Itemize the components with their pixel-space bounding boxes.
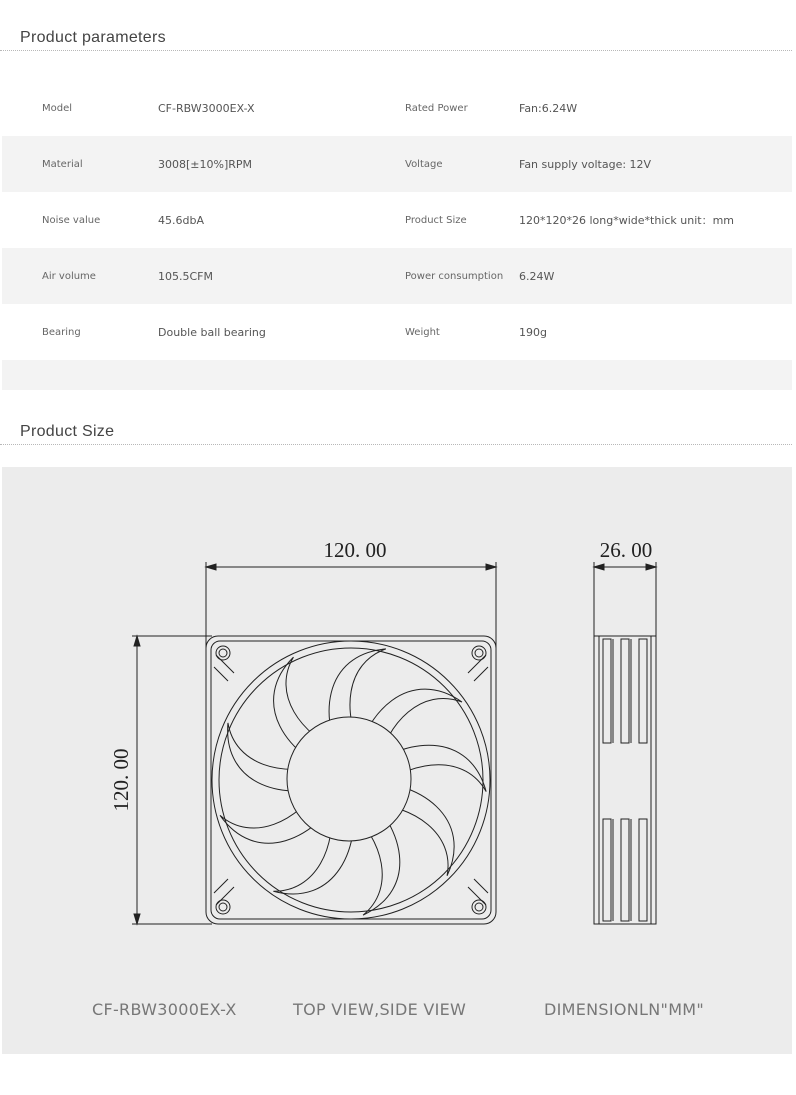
arrow-head <box>594 564 604 570</box>
arrow-head <box>134 914 140 924</box>
param-row <box>2 304 792 360</box>
product-size-heading <box>0 422 792 445</box>
param-value: 190g <box>519 325 547 339</box>
param-label: Air volume <box>42 270 96 282</box>
parameters-table <box>2 80 792 390</box>
param-value: CF-RBW3000EX-X <box>158 101 255 115</box>
model-caption: CF-RBW3000EX-X <box>92 1000 237 1019</box>
screw-hole <box>472 646 486 660</box>
corner-rib <box>468 655 488 681</box>
dimension-drawing-panel <box>2 467 792 1054</box>
screw-hole <box>216 646 230 660</box>
param-label: Voltage <box>405 158 443 170</box>
arrow-head <box>206 564 216 570</box>
param-label: Model <box>42 102 73 114</box>
corner-rib <box>468 879 488 905</box>
param-value: 120*120*26 long*wide*thick unit：mm <box>519 214 735 227</box>
param-row <box>2 136 792 192</box>
side-view-slots-bottom <box>603 819 647 921</box>
arrow-head <box>646 564 656 570</box>
height-dimension-label: 120. 00 <box>109 748 133 812</box>
param-label: Bearing <box>42 326 81 338</box>
arrow-head <box>486 564 496 570</box>
param-label: Noise value <box>42 214 101 226</box>
param-label: Weight <box>405 326 440 338</box>
corner-rib <box>214 655 234 681</box>
screw-hole-inner <box>219 903 227 911</box>
fan-hub <box>287 717 411 841</box>
screw-hole-inner <box>475 903 483 911</box>
param-row <box>2 192 792 248</box>
width-dimension-label: 120. 00 <box>323 538 387 562</box>
param-label: Product Size <box>405 214 467 226</box>
table-footer-band <box>2 360 792 390</box>
product-size-title: Product Size <box>20 423 115 440</box>
product-parameters-heading <box>0 28 792 51</box>
param-row <box>2 248 792 304</box>
param-label: Material <box>42 158 83 170</box>
screw-hole-inner <box>219 649 227 657</box>
param-label: Power consumption <box>405 270 504 282</box>
product-parameters-title: Product parameters <box>20 29 166 46</box>
side-view-slots-top <box>603 639 647 743</box>
param-value: 105.5CFM <box>158 269 213 283</box>
thickness-dimension-label: 26. 00 <box>599 538 653 562</box>
screw-hole-inner <box>475 649 483 657</box>
unit-caption: DIMENSIONLN"MM" <box>544 1000 705 1019</box>
param-value: 45.6dbA <box>158 213 204 227</box>
param-value: 6.24W <box>519 269 555 283</box>
param-label: Rated Power <box>405 102 468 114</box>
param-row <box>2 80 792 136</box>
corner-rib <box>214 879 234 905</box>
param-value: Fan supply voltage: 12V <box>519 157 652 171</box>
param-value: Fan:6.24W <box>519 101 578 115</box>
screw-hole <box>472 900 486 914</box>
fan-dimension-drawing <box>2 467 792 1054</box>
arrow-head <box>134 636 140 646</box>
param-value: Double ball bearing <box>158 325 266 339</box>
view-caption: TOP VIEW,SIDE VIEW <box>293 1000 467 1019</box>
screw-hole <box>216 900 230 914</box>
param-value: 3008[±10%]RPM <box>158 157 253 171</box>
